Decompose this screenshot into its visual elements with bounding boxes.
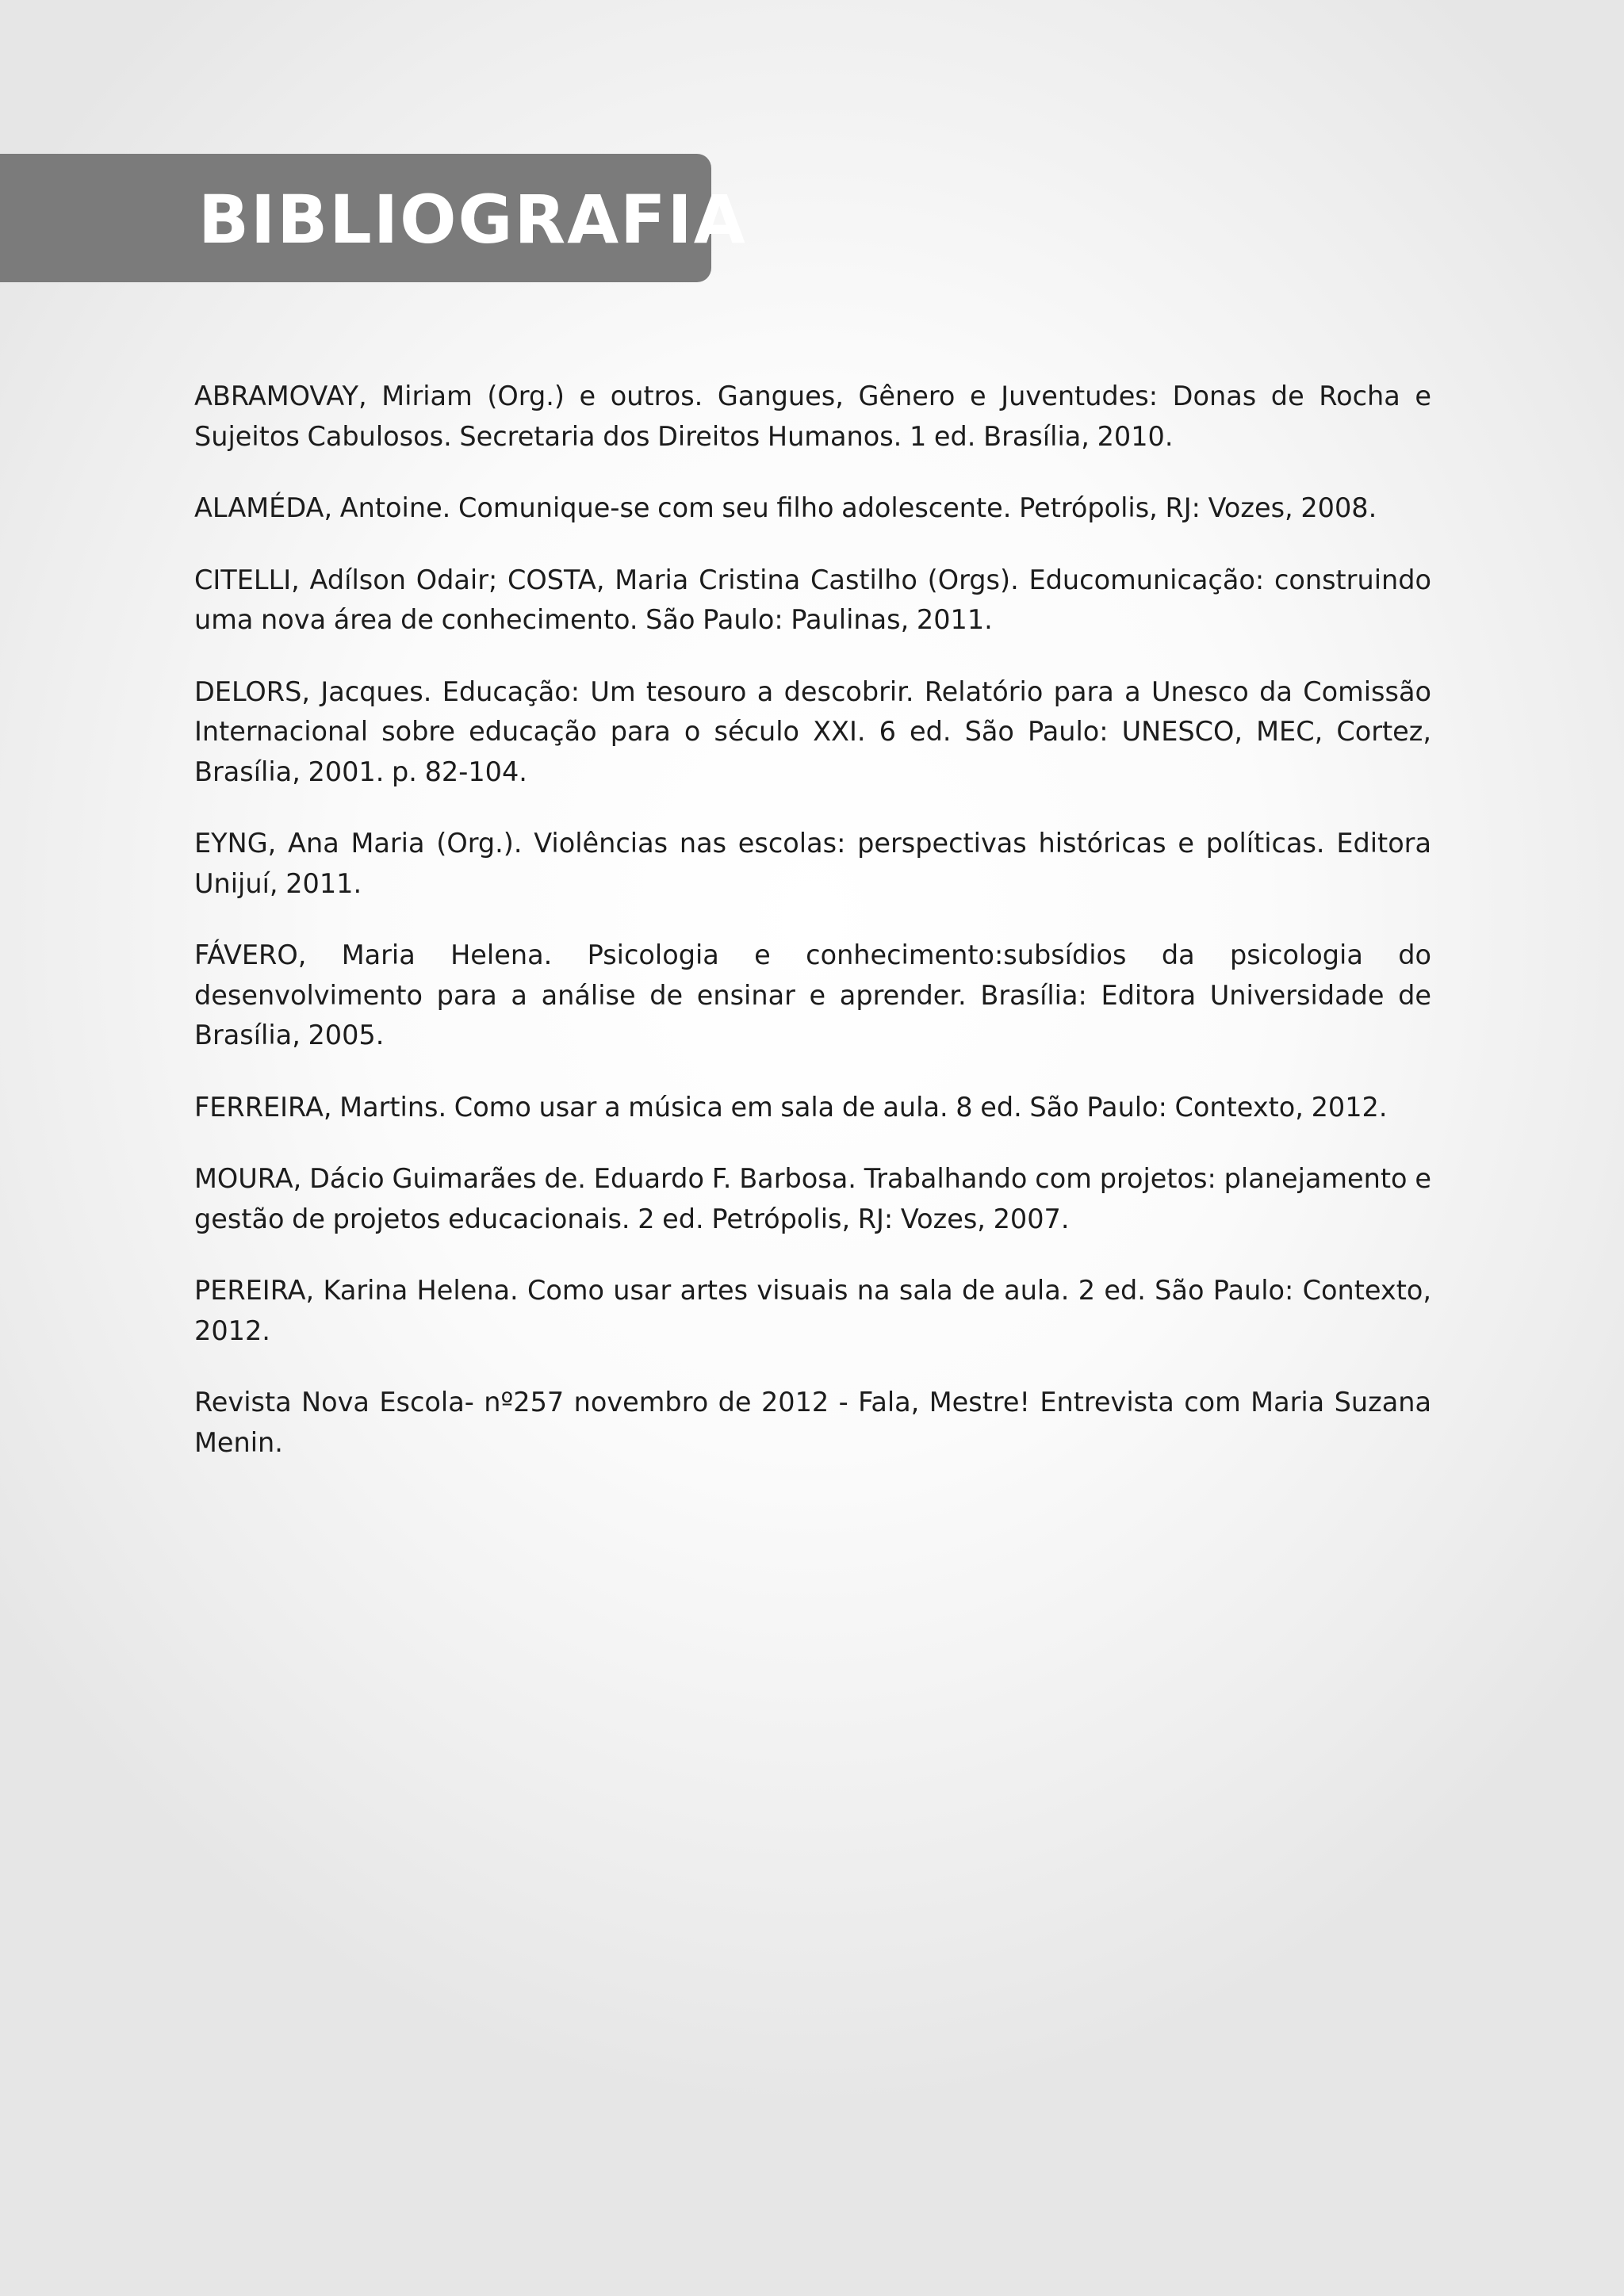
bibliography-entry: FERREIRA, Martins. Como usar a música em sala de aula. 8 ed. São Paulo: Contexto, 2012.	[194, 1091, 1388, 1123]
bibliography-entry: MOURA, Dácio Guimarães de. Eduardo F. Barbosa. Trabalhando com projetos: planejamento e gestão de projetos educacionais. 2 ed. Petrópolis, RJ: Vozes, 2007.	[194, 1163, 1431, 1234]
bibliography-entry: ALAMÉDA, Antoine. Comunique-se com seu filho adolescente. Petrópolis, RJ: Vozes, 2008.	[194, 492, 1377, 523]
bibliography-entry: DELORS, Jacques. Educação: Um tesouro a descobrir. Relatório para a Unesco da Comissão Internacional sobre educação para o século XXI. 6 ed. São Paulo: UNESCO, MEC, Cortez, Brasília, 2001. p. 82-104.	[194, 675, 1431, 787]
bibliography-entry: PEREIRA, Karina Helena. Como usar artes visuais na sala de aula. 2 ed. São Paulo: Contexto, 2012.	[194, 1275, 1431, 1346]
bibliography-entry: EYNG, Ana Maria (Org.). Violências nas escolas: perspectivas históricas e políticas. Editora Unijuí, 2011.	[194, 828, 1431, 899]
bibliography-list	[194, 377, 1431, 1494]
bibliography-entry: CITELLI, Adílson Odair; COSTA, Maria Cristina Castilho (Orgs). Educomunicação: construindo uma nova área de conhecimento. São Paulo: Paulinas, 2011.	[194, 564, 1431, 635]
bibliography-entry: FÁVERO, Maria Helena. Psicologia e conhecimento:subsídios da psicologia do desenvolvimento para a análise de ensinar e aprender. Brasília: Editora Universidade de Brasília, 2005.	[194, 939, 1431, 1050]
page-title: BIBLIOGRAFIA	[198, 181, 747, 258]
bibliography-entry: Revista Nova Escola- nº257 novembro de 2012 - Fala, Mestre! Entrevista com Maria Suzana Menin.	[194, 1387, 1431, 1458]
bibliography-entry: ABRAMOVAY, Miriam (Org.) e outros. Gangues, Gênero e Juventudes: Donas de Rocha e Sujeitos Cabulosos. Secretaria dos Direitos Humanos. 1 ed. Brasília, 2010.	[194, 381, 1431, 452]
title-banner	[0, 154, 747, 282]
